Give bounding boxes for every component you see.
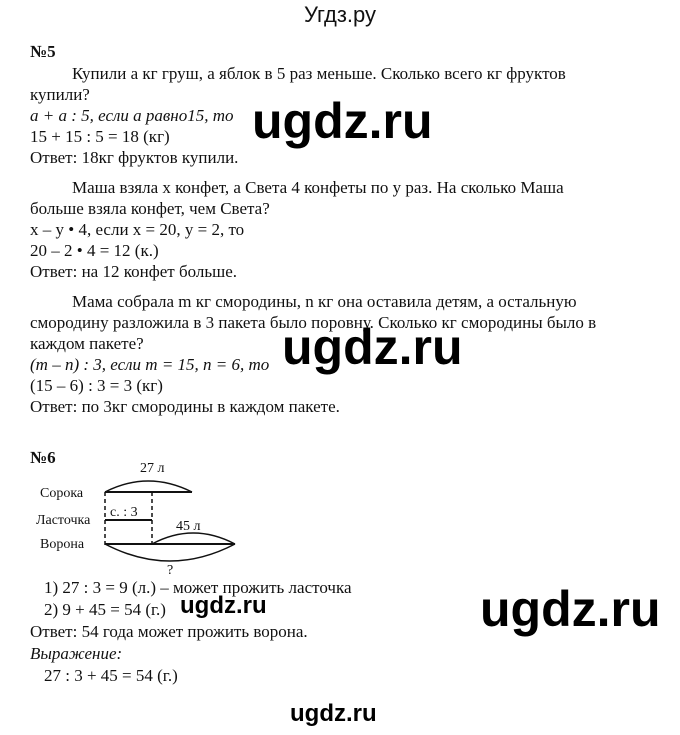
text-line: Маша взяла x конфет, а Света 4 конфеты по y раз. На сколько Маша	[72, 178, 564, 197]
arc-total	[105, 544, 235, 561]
text-line: каждом пакете?	[30, 334, 144, 353]
segment-diagram	[0, 460, 260, 580]
site-title: Угдз.ру	[303, 2, 377, 27]
text-line: Ответ: на 12 конфет больше.	[30, 262, 238, 281]
text-line: а + а : 5, если а равно15, то	[30, 106, 234, 125]
text-line: 20 – 2 • 4 = 12 (к.)	[30, 241, 159, 260]
watermark: ugdz.ru	[480, 581, 661, 637]
text-line: 1) 27 : 3 = 9 (л.) – может прожить ласточка	[44, 578, 352, 597]
text-line: (15 – 6) : 3 = 3 (кг)	[30, 376, 163, 395]
label-question: ?	[167, 563, 174, 578]
text-line: Ответ: 54 года может прожить ворона.	[30, 622, 308, 641]
text-line: 15 + 15 : 5 = 18 (кг)	[30, 127, 170, 146]
watermark: ugdz.ru	[252, 93, 433, 149]
label-div3: с. : 3	[110, 505, 138, 520]
arc-soroka	[105, 481, 192, 492]
text-line: 2) 9 + 45 = 54 (г.)	[44, 600, 166, 619]
text-line: (m – n) : 3, если m = 15, n = 6, то	[30, 355, 270, 374]
label-45: 45 л	[176, 519, 201, 534]
task5-number: №5	[30, 42, 56, 61]
task6-number: №6	[30, 448, 56, 467]
watermark: ugdz.ru	[180, 592, 267, 619]
label-27: 27 л	[140, 461, 165, 476]
text-line: смородину разложила в 3 пакета было поровну. Сколько кг смородины было в	[30, 313, 597, 332]
label-vorona: Ворона	[40, 537, 85, 552]
arc-45	[152, 533, 235, 544]
text-line: Ответ: по 3кг смородины в каждом пакете.	[30, 397, 340, 416]
text-line: Выражение:	[30, 644, 123, 663]
label-soroka: Сорока	[40, 486, 84, 501]
watermark: ugdz.ru	[282, 319, 463, 375]
text-line: больше взяла конфет, чем Света?	[30, 199, 270, 218]
text-line: 27 : 3 + 45 = 54 (г.)	[44, 666, 178, 685]
text-line: Ответ: 18кг фруктов купили.	[30, 148, 239, 167]
label-lastochka: Ласточка	[36, 513, 91, 528]
text-line: x – y • 4, если x = 20, y = 2, то	[30, 220, 245, 239]
watermark: ugdz.ru	[290, 700, 377, 727]
text-line: Купили а кг груш, а яблок в 5 раз меньше. Сколько всего кг фруктов	[72, 64, 566, 83]
text-line: купили?	[30, 85, 90, 104]
text-line: Мама собрала m кг смородины, n кг она оставила детям, а остальную	[72, 292, 577, 311]
